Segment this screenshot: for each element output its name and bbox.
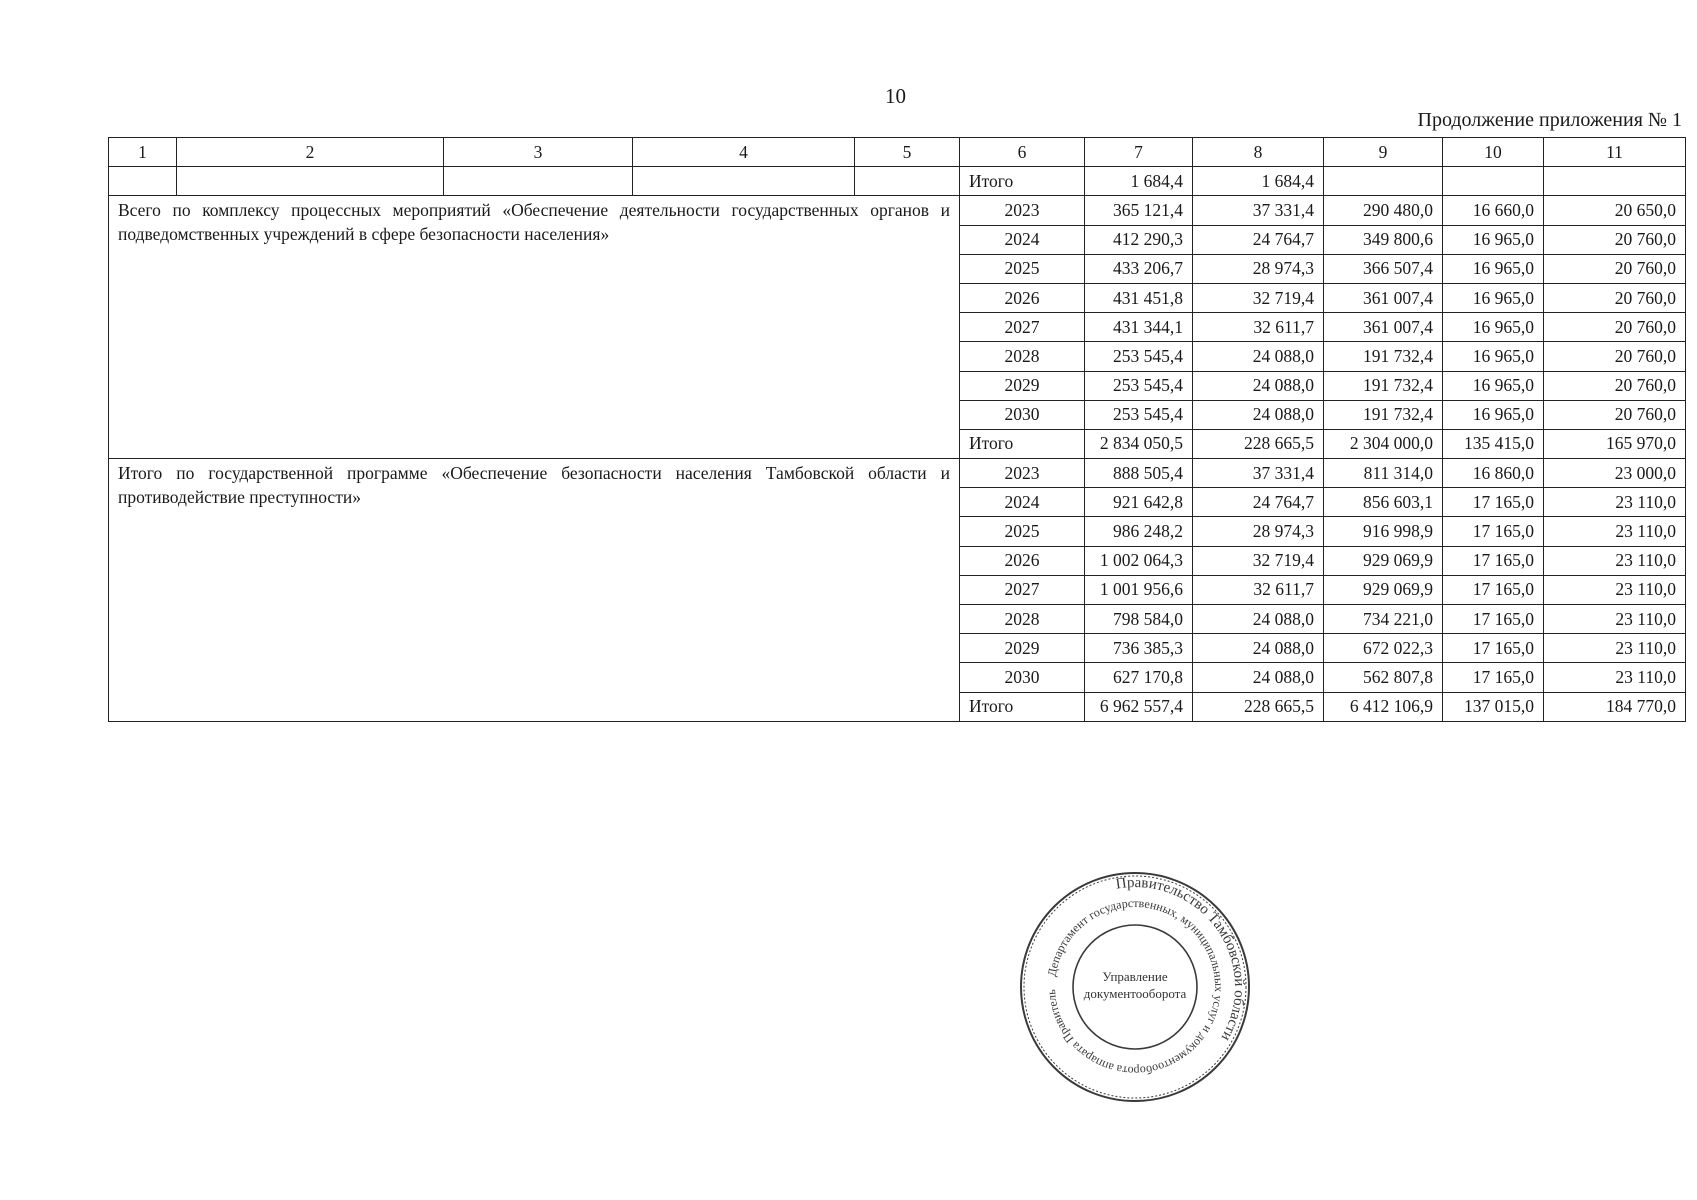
value-cell: 16 660,0 xyxy=(1443,196,1544,225)
empty-cell xyxy=(109,167,177,196)
svg-text:Департамент государственных, м: Департамент государственных, муниципальных услуг и документооборота аппарата Правитель xyxy=(1044,895,1227,1079)
value-cell: 137 015,0 xyxy=(1443,692,1544,721)
value-cell: 916 998,9 xyxy=(1324,517,1443,546)
value-cell: 23 000,0 xyxy=(1544,459,1686,488)
column-number: 7 xyxy=(1085,138,1193,167)
value-cell: 16 965,0 xyxy=(1443,313,1544,342)
value-cell: 191 732,4 xyxy=(1324,342,1443,371)
value-cell: 431 344,1 xyxy=(1085,313,1193,342)
column-number: 4 xyxy=(633,138,855,167)
value-cell: 736 385,3 xyxy=(1085,634,1193,663)
value-cell: 28 974,3 xyxy=(1193,517,1324,546)
value-cell: 228 665,5 xyxy=(1193,692,1324,721)
empty-cell xyxy=(1443,167,1544,196)
year-cell: 2030 xyxy=(960,400,1085,429)
value-cell: 856 603,1 xyxy=(1324,488,1443,517)
value-cell: 20 760,0 xyxy=(1544,313,1686,342)
seal-center-line: Управление xyxy=(1102,969,1168,984)
value-cell: 16 965,0 xyxy=(1443,342,1544,371)
value-cell: 290 480,0 xyxy=(1324,196,1443,225)
value-cell: 929 069,9 xyxy=(1324,575,1443,604)
value-cell: 734 221,0 xyxy=(1324,605,1443,634)
column-number: 11 xyxy=(1544,138,1686,167)
value-cell: 165 970,0 xyxy=(1544,429,1686,458)
value-cell: 20 650,0 xyxy=(1544,196,1686,225)
value-cell: 921 642,8 xyxy=(1085,488,1193,517)
empty-cell xyxy=(444,167,633,196)
value-cell: 431 451,8 xyxy=(1085,283,1193,312)
value-cell: 23 110,0 xyxy=(1544,517,1686,546)
year-cell: 2029 xyxy=(960,634,1085,663)
value-cell: 1 002 064,3 xyxy=(1085,546,1193,575)
year-cell: 2029 xyxy=(960,371,1085,400)
value-cell: 23 110,0 xyxy=(1544,546,1686,575)
value-cell: 366 507,4 xyxy=(1324,254,1443,283)
table-row xyxy=(109,459,1686,488)
value-cell: 17 165,0 xyxy=(1443,488,1544,517)
year-cell: 2023 xyxy=(960,196,1085,225)
total-label: Итого xyxy=(960,429,1085,458)
value-cell: 253 545,4 xyxy=(1085,371,1193,400)
value-cell: 23 110,0 xyxy=(1544,663,1686,692)
value-cell: 23 110,0 xyxy=(1544,605,1686,634)
column-number: 1 xyxy=(109,138,177,167)
value-cell: 191 732,4 xyxy=(1324,400,1443,429)
value-cell: 32 611,7 xyxy=(1193,313,1324,342)
empty-cell xyxy=(855,167,960,196)
value-cell: 16 965,0 xyxy=(1443,254,1544,283)
value-cell: 32 719,4 xyxy=(1193,283,1324,312)
year-cell: 2027 xyxy=(960,313,1085,342)
value-cell: 191 732,4 xyxy=(1324,371,1443,400)
value-cell: 32 719,4 xyxy=(1193,546,1324,575)
value-cell: 135 415,0 xyxy=(1443,429,1544,458)
value-cell: 23 110,0 xyxy=(1544,488,1686,517)
value-cell: 365 121,4 xyxy=(1085,196,1193,225)
value-cell: 412 290,3 xyxy=(1085,225,1193,254)
value-cell: 228 665,5 xyxy=(1193,429,1324,458)
value-cell: 16 965,0 xyxy=(1443,400,1544,429)
value-cell: 37 331,4 xyxy=(1193,459,1324,488)
value-cell: 24 088,0 xyxy=(1193,663,1324,692)
value-cell: 888 505,4 xyxy=(1085,459,1193,488)
value-cell: 17 165,0 xyxy=(1443,575,1544,604)
year-cell: 2028 xyxy=(960,605,1085,634)
budget-table xyxy=(108,137,1686,722)
value-cell: 929 069,9 xyxy=(1324,546,1443,575)
value-cell: 17 165,0 xyxy=(1443,517,1544,546)
value-cell: 361 007,4 xyxy=(1324,313,1443,342)
value-cell: 16 965,0 xyxy=(1443,225,1544,254)
value-cell: 16 860,0 xyxy=(1443,459,1544,488)
value-cell: 37 331,4 xyxy=(1193,196,1324,225)
official-seal xyxy=(1016,868,1254,1106)
empty-cell xyxy=(633,167,855,196)
value-cell: 349 800,6 xyxy=(1324,225,1443,254)
year-cell: 2025 xyxy=(960,517,1085,546)
column-number: 5 xyxy=(855,138,960,167)
year-cell: 2026 xyxy=(960,283,1085,312)
value-cell: 17 165,0 xyxy=(1443,605,1544,634)
column-number-row xyxy=(109,138,1686,167)
value-cell: 433 206,7 xyxy=(1085,254,1193,283)
value-cell: 1 684,4 xyxy=(1085,167,1193,196)
value-cell: 24 764,7 xyxy=(1193,488,1324,517)
value-cell: 986 248,2 xyxy=(1085,517,1193,546)
year-cell: 2028 xyxy=(960,342,1085,371)
value-cell: 24 088,0 xyxy=(1193,634,1324,663)
value-cell: 16 965,0 xyxy=(1443,371,1544,400)
total-label: Итого xyxy=(960,167,1085,196)
value-cell: 672 022,3 xyxy=(1324,634,1443,663)
year-cell: 2030 xyxy=(960,663,1085,692)
value-cell: 24 088,0 xyxy=(1193,605,1324,634)
value-cell: 627 170,8 xyxy=(1085,663,1193,692)
year-cell: 2026 xyxy=(960,546,1085,575)
value-cell: 562 807,8 xyxy=(1324,663,1443,692)
section-title: Итого по государственной программе «Обеспечение безопасности населения Тамбовской области и противодействие преступности» xyxy=(109,459,960,722)
value-cell: 20 760,0 xyxy=(1544,371,1686,400)
value-cell: 24 088,0 xyxy=(1193,342,1324,371)
value-cell: 811 314,0 xyxy=(1324,459,1443,488)
year-cell: 2025 xyxy=(960,254,1085,283)
value-cell: 253 545,4 xyxy=(1085,400,1193,429)
empty-cell xyxy=(1324,167,1443,196)
value-cell: 24 764,7 xyxy=(1193,225,1324,254)
value-cell: 24 088,0 xyxy=(1193,371,1324,400)
value-cell: 20 760,0 xyxy=(1544,254,1686,283)
value-cell: 28 974,3 xyxy=(1193,254,1324,283)
column-number: 9 xyxy=(1324,138,1443,167)
empty-cell xyxy=(1544,167,1686,196)
empty-cell xyxy=(177,167,444,196)
value-cell: 253 545,4 xyxy=(1085,342,1193,371)
value-cell: 20 760,0 xyxy=(1544,342,1686,371)
value-cell: 1 001 956,6 xyxy=(1085,575,1193,604)
value-cell: 24 088,0 xyxy=(1193,400,1324,429)
year-cell: 2027 xyxy=(960,575,1085,604)
column-number: 3 xyxy=(444,138,633,167)
value-cell: 361 007,4 xyxy=(1324,283,1443,312)
total-label: Итого xyxy=(960,692,1085,721)
column-number: 10 xyxy=(1443,138,1544,167)
year-cell: 2024 xyxy=(960,488,1085,517)
value-cell: 23 110,0 xyxy=(1544,634,1686,663)
section-title: Всего по комплексу процессных мероприятий «Обеспечение деятельности государственных органов и подведомственных учреждений в сфере безопасности населения» xyxy=(109,196,960,459)
svg-text:Правительство Тамбовской облас: Правительство Тамбовской области xyxy=(1114,874,1248,1044)
value-cell: 6 962 557,4 xyxy=(1085,692,1193,721)
column-number: 8 xyxy=(1193,138,1324,167)
value-cell: 184 770,0 xyxy=(1544,692,1686,721)
column-number: 2 xyxy=(177,138,444,167)
value-cell: 2 304 000,0 xyxy=(1324,429,1443,458)
value-cell: 2 834 050,5 xyxy=(1085,429,1193,458)
year-cell: 2024 xyxy=(960,225,1085,254)
value-cell: 798 584,0 xyxy=(1085,605,1193,634)
page-number: 10 xyxy=(885,84,906,108)
value-cell: 17 165,0 xyxy=(1443,546,1544,575)
value-cell: 20 760,0 xyxy=(1544,225,1686,254)
value-cell: 17 165,0 xyxy=(1443,634,1544,663)
value-cell: 1 684,4 xyxy=(1193,167,1324,196)
year-cell: 2023 xyxy=(960,459,1085,488)
value-cell: 20 760,0 xyxy=(1544,400,1686,429)
continuation-caption: Продолжение приложения № 1 xyxy=(1417,109,1682,131)
seal-center-text xyxy=(1016,968,1254,1002)
table-row xyxy=(109,196,1686,225)
value-cell: 32 611,7 xyxy=(1193,575,1324,604)
value-cell: 23 110,0 xyxy=(1544,575,1686,604)
seal-center-line: документооборота xyxy=(1083,986,1187,1001)
value-cell: 20 760,0 xyxy=(1544,283,1686,312)
value-cell: 6 412 106,9 xyxy=(1324,692,1443,721)
column-number: 6 xyxy=(960,138,1085,167)
value-cell: 17 165,0 xyxy=(1443,663,1544,692)
value-cell: 16 965,0 xyxy=(1443,283,1544,312)
carryover-total-row xyxy=(109,167,1686,196)
